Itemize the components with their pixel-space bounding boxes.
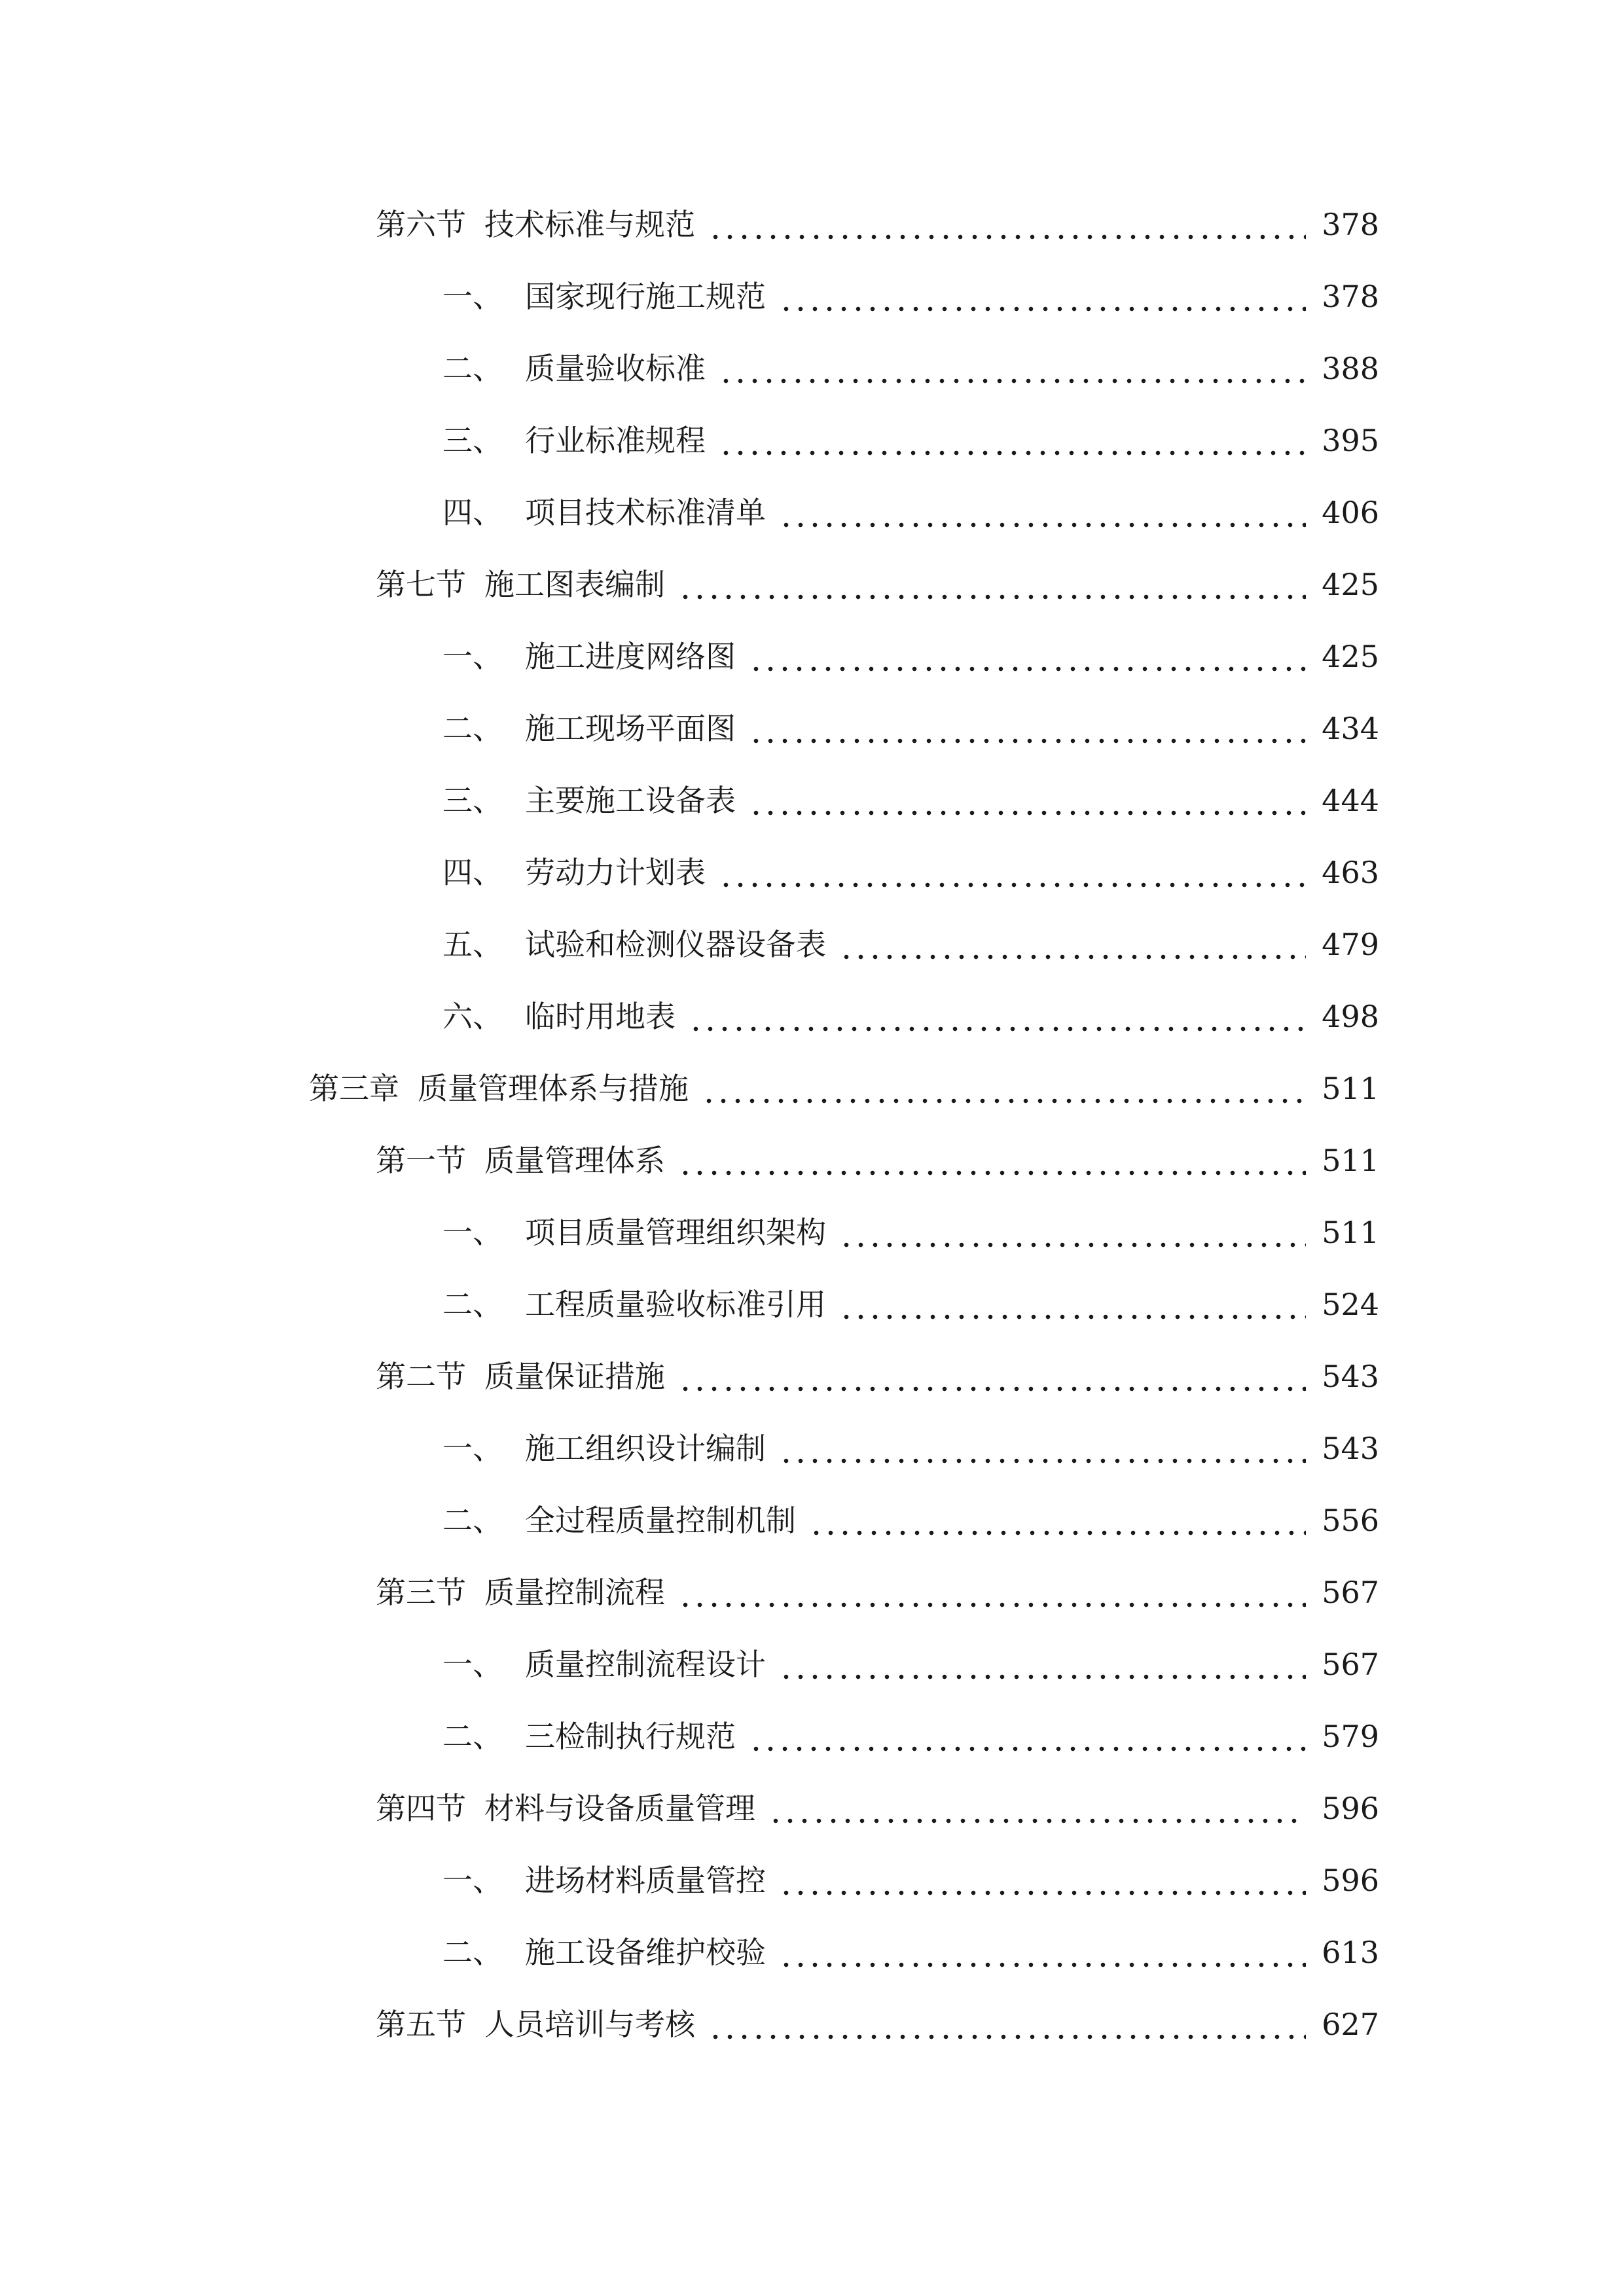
toc-entry-title: 人员培训与考核	[484, 2007, 695, 2042]
toc-entry-page: 425	[1322, 567, 1379, 602]
toc-entry-label: 三、	[442, 783, 503, 818]
toc-entry-title: 质量保证措施	[484, 1359, 665, 1394]
dot-leader	[708, 2009, 1306, 2039]
dot-leader	[839, 1289, 1306, 1319]
toc-entry-page: 579	[1322, 1719, 1379, 1754]
toc-entry-page: 388	[1322, 351, 1379, 386]
toc-entry-title: 行业标准规程	[525, 423, 706, 458]
toc-entry-label: 第一节	[376, 1143, 466, 1178]
toc-entry-title: 质量管理体系	[484, 1143, 665, 1178]
toc-entry-title: 施工现场平面图	[525, 711, 736, 746]
toc-entry-title: 施工设备维护校验	[525, 1935, 766, 1970]
toc-entry-label: 二、	[442, 1935, 503, 1970]
dot-leader	[678, 569, 1306, 600]
toc-entry-label: 五、	[442, 927, 503, 962]
toc-entry-title: 三检制执行规范	[525, 1719, 736, 1754]
toc-entry-page: 543	[1322, 1431, 1379, 1466]
dot-leader	[719, 425, 1306, 456]
toc-entry-label: 一、	[442, 1647, 503, 1682]
toc-entry-label: 第七节	[376, 567, 466, 602]
toc-entry-label: 一、	[442, 279, 503, 314]
toc-entry-item[interactable]	[0, 1700, 1624, 1772]
toc-entry-title: 全过程质量控制机制	[525, 1503, 796, 1538]
toc-entry-section[interactable]	[0, 1988, 1624, 2060]
toc-entry-page: 567	[1322, 1575, 1379, 1610]
toc-entry-item[interactable]	[0, 836, 1624, 908]
toc-entry-label: 三、	[442, 423, 503, 458]
toc-entry-title: 临时用地表	[525, 999, 676, 1034]
toc-entry-item[interactable]	[0, 980, 1624, 1052]
toc-entry-page: 556	[1322, 1503, 1379, 1538]
toc-entry-page: 511	[1322, 1215, 1379, 1250]
toc-entry-label: 第二节	[376, 1359, 466, 1394]
toc-entry-title: 主要施工设备表	[525, 783, 736, 818]
toc-entry-title: 施工进度网络图	[525, 639, 736, 674]
dot-leader	[749, 785, 1306, 816]
toc-entry-title: 国家现行施工规范	[525, 279, 766, 314]
toc-entry-item[interactable]	[0, 1268, 1624, 1340]
toc-entry-page: 596	[1322, 1863, 1379, 1898]
toc-entry-item[interactable]	[0, 1196, 1624, 1268]
toc-entry-chapter[interactable]	[0, 1052, 1624, 1124]
toc-entry-section[interactable]	[0, 1772, 1624, 1844]
toc-entry-title: 施工组织设计编制	[525, 1431, 766, 1466]
toc-entry-title: 材料与设备质量管理	[484, 1791, 755, 1826]
toc-entry-title: 质量控制流程设计	[525, 1647, 766, 1682]
table-of-contents	[0, 188, 1624, 2060]
dot-leader	[779, 1865, 1306, 1895]
toc-entry-page: 434	[1322, 711, 1379, 746]
dot-leader	[749, 713, 1306, 744]
toc-entry-item[interactable]	[0, 1484, 1624, 1556]
toc-entry-item[interactable]	[0, 332, 1624, 404]
toc-entry-item[interactable]	[0, 620, 1624, 692]
dot-leader	[779, 1937, 1306, 1967]
toc-entry-label: 二、	[442, 1503, 503, 1538]
toc-entry-label: 第六节	[376, 207, 466, 242]
toc-entry-section[interactable]	[0, 1124, 1624, 1196]
dot-leader	[749, 1721, 1306, 1751]
toc-entry-title: 质量管理体系与措施	[418, 1071, 689, 1106]
toc-entry-page: 511	[1322, 1143, 1379, 1178]
dot-leader	[719, 857, 1306, 888]
dot-leader	[678, 1145, 1306, 1175]
toc-entry-page: 479	[1322, 927, 1379, 962]
toc-entry-item[interactable]	[0, 908, 1624, 980]
dot-leader	[839, 929, 1306, 960]
toc-entry-title: 质量控制流程	[484, 1575, 665, 1610]
toc-entry-page: 567	[1322, 1647, 1379, 1682]
dot-leader	[779, 1649, 1306, 1679]
toc-entry-page: 378	[1322, 279, 1379, 314]
dot-leader	[809, 1505, 1306, 1535]
toc-entry-page: 596	[1322, 1791, 1379, 1826]
dot-leader	[689, 1001, 1306, 1031]
toc-entry-label: 一、	[442, 1215, 503, 1250]
dot-leader	[702, 1073, 1306, 1103]
toc-entry-label: 一、	[442, 639, 503, 674]
toc-entry-page: 498	[1322, 999, 1379, 1034]
toc-entry-item[interactable]	[0, 476, 1624, 548]
toc-entry-item[interactable]	[0, 1844, 1624, 1916]
toc-entry-title: 工程质量验收标准引用	[525, 1287, 826, 1322]
toc-entry-label: 二、	[442, 711, 503, 746]
toc-entry-page: 378	[1322, 207, 1379, 242]
dot-leader	[749, 641, 1306, 672]
dot-leader	[779, 1433, 1306, 1463]
toc-entry-title: 技术标准与规范	[484, 207, 695, 242]
toc-entry-label: 一、	[442, 1431, 503, 1466]
toc-entry-page: 444	[1322, 783, 1379, 818]
toc-entry-item[interactable]	[0, 404, 1624, 476]
toc-entry-section[interactable]	[0, 188, 1624, 260]
toc-entry-title: 劳动力计划表	[525, 855, 706, 890]
toc-entry-section[interactable]	[0, 1340, 1624, 1412]
toc-entry-page: 511	[1322, 1071, 1379, 1106]
toc-entry-item[interactable]	[0, 1628, 1624, 1700]
toc-entry-page: 543	[1322, 1359, 1379, 1394]
toc-entry-title: 质量验收标准	[525, 351, 706, 386]
toc-entry-section[interactable]	[0, 1556, 1624, 1628]
toc-entry-label: 二、	[442, 1287, 503, 1322]
dot-leader	[779, 497, 1306, 528]
dot-leader	[708, 209, 1306, 240]
toc-entry-label: 四、	[442, 855, 503, 890]
toc-entry-item[interactable]	[0, 260, 1624, 332]
toc-entry-page: 463	[1322, 855, 1379, 890]
toc-entry-item[interactable]	[0, 1412, 1624, 1484]
toc-entry-title: 项目质量管理组织架构	[525, 1215, 826, 1250]
toc-entry-label: 二、	[442, 1719, 503, 1754]
toc-entry-label: 二、	[442, 351, 503, 386]
toc-entry-label: 第三节	[376, 1575, 466, 1610]
toc-entry-section[interactable]	[0, 548, 1624, 620]
toc-entry-page: 627	[1322, 2007, 1379, 2042]
dot-leader	[839, 1217, 1306, 1247]
toc-entry-label: 六、	[442, 999, 503, 1034]
toc-entry-page: 395	[1322, 423, 1379, 458]
toc-entry-page: 524	[1322, 1287, 1379, 1322]
dot-leader	[768, 1793, 1306, 1823]
toc-entry-title: 试验和检测仪器设备表	[525, 927, 826, 962]
toc-entry-label: 第五节	[376, 2007, 466, 2042]
toc-entry-title: 进场材料质量管控	[525, 1863, 766, 1898]
toc-entry-title: 项目技术标准清单	[525, 495, 766, 530]
toc-entry-item[interactable]	[0, 1916, 1624, 1988]
toc-entry-label: 第三章	[309, 1071, 399, 1106]
toc-entry-label: 四、	[442, 495, 503, 530]
dot-leader	[719, 353, 1306, 384]
toc-entry-page: 406	[1322, 495, 1379, 530]
toc-entry-label: 第四节	[376, 1791, 466, 1826]
toc-entry-page: 613	[1322, 1935, 1379, 1970]
toc-entry-title: 施工图表编制	[484, 567, 665, 602]
dot-leader	[678, 1577, 1306, 1607]
dot-leader	[678, 1361, 1306, 1391]
toc-entry-page: 425	[1322, 639, 1379, 674]
toc-entry-item[interactable]	[0, 764, 1624, 836]
toc-entry-label: 一、	[442, 1863, 503, 1898]
toc-entry-item[interactable]	[0, 692, 1624, 764]
dot-leader	[779, 281, 1306, 312]
